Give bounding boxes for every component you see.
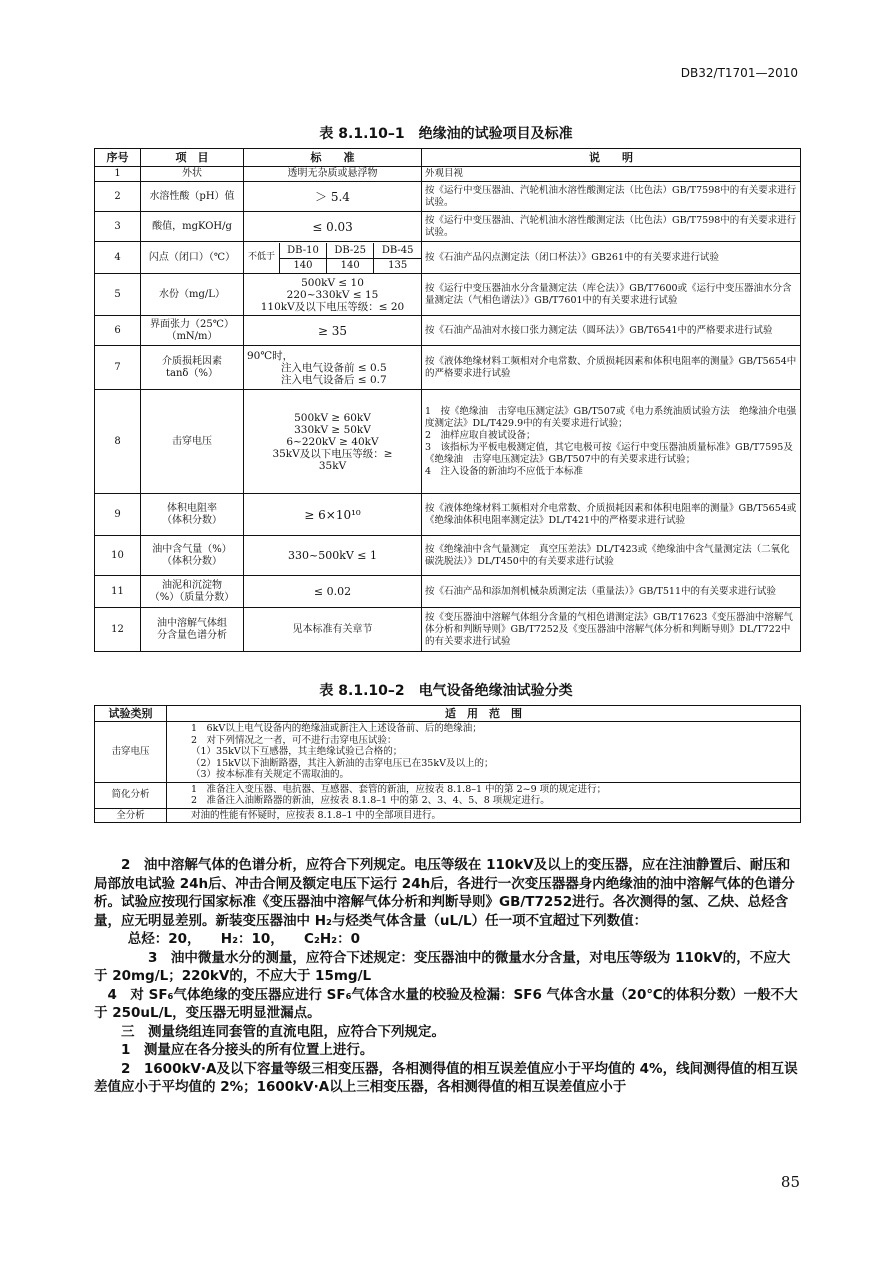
- table-row: [95, 722, 801, 783]
- scope-line: 2 准备注入油断路器的新油，应按表 8.1.8–1 中的第 2、3、4、5、8 项规定进行。: [191, 795, 550, 806]
- row-item: 酸值，mgKOH/g: [141, 212, 244, 242]
- row-no: 10: [95, 536, 141, 576]
- std-prefix: 不低于: [244, 243, 279, 273]
- note-line: 3 该指标为平板电极测定值，其它电极可按《运行中变压器油质量标准》GB/T7595及《绝缘油 击穿电压测定法》GB/T507中的有关要求进行试验；: [425, 441, 793, 465]
- note-line: 4 注入设备的新油均不应低于本标准: [425, 465, 584, 477]
- row-item: 水溶性酸（pH）值: [141, 182, 244, 212]
- row-note: 按《变压器油中溶解气体组分含量的气相色谱测定法》GB/T17623《变压器油中溶解气体分析和判断导则》GB/T7252及《变压器油中溶解气体分析和判断导则》DL/T722中的有关要求进行试验: [422, 608, 801, 652]
- row-standard: ＞ 5.4: [244, 182, 422, 212]
- row-note: 按《液体绝缘材料工频相对介电常数、介质损耗因素和体积电阻率的测量》GB/T5654或《绝缘油体积电阻率测定法》DL/T421中的严格要求进行试验: [422, 494, 801, 536]
- flash-point-subtable: [244, 243, 421, 273]
- test-category-table: [94, 705, 801, 823]
- row-note: 按《石油产品和添加剂机械杂质测定法（重量法）》GB/T511中的有关要求进行试验: [422, 576, 801, 608]
- scope-line: 1 6kV以上电气设备内的绝缘油或新注入上述设备前、后的绝缘油；: [191, 723, 482, 734]
- row-note: 按《绝缘油中含气量测定 真空压差法》DL/T423或《绝缘油中含气量测定法（二氧化碳洗脱法）》DL/T450中的有关要求进行试验: [422, 536, 801, 576]
- scope-line: 1 准备注入变压器、电抗器、互感器、套管的新油，应按表 8.1.8–1 中的第 2~9 项的规定进行；: [191, 783, 607, 795]
- item-line: 油泥和沉淀物: [162, 579, 222, 591]
- row-note: 按《石油产品闪点测定法（闭口杯法）》GB261中的有关要求进行试验: [422, 242, 801, 274]
- row-item: 闪点（闭口）（℃）: [141, 242, 244, 274]
- paragraph: 三 测量绕组连同套管的直流电阻，应符合下列规定。: [121, 1023, 445, 1040]
- test-items-table: [94, 148, 801, 652]
- std-line: 注入电气设备后 ≤ 0.7: [281, 373, 387, 386]
- row-item: 水份（mg/L）: [141, 274, 244, 316]
- doc-code-header: DB32/T1701—2010: [680, 66, 798, 80]
- body-text: [94, 856, 802, 1097]
- row-category: 全分析: [95, 808, 167, 823]
- table-row: [95, 182, 801, 212]
- table-row: [95, 346, 801, 390]
- table2-caption: 表 8.1.10–2 电气设备绝缘油试验分类: [319, 683, 573, 699]
- row-note: 外观目视: [422, 167, 801, 182]
- table-row: [95, 536, 801, 576]
- row-note: 按《运行中变压器油、汽轮机油水溶性酸测定法（比色法）GB/T7598中的有关要求进行试验。: [422, 212, 801, 242]
- row-no: 4: [95, 242, 141, 274]
- scope-line: （1）35kV以下互感器，其主绝缘试验已合格的；: [191, 746, 403, 757]
- std-line: 500kV ≤ 10: [301, 276, 364, 289]
- row-no: 7: [95, 346, 141, 390]
- item-line: 分含量色谱分析: [157, 629, 227, 641]
- col-header-scope: 适 用 范 围: [167, 706, 801, 722]
- note-line: 1 按《绝缘油 击穿电压测定法》GB/T507或《电力系统油质试验方法 绝缘油介电强度测定法》DL/T429.9中的有关要求进行试验；: [425, 405, 797, 429]
- row-note: 按《运行中变压器油水分含量测定法（库仑法）》GB/T7600或《运行中变压器油水分含量测定法（气相色谱法）》GB/T7601中的有关要求进行试验: [422, 274, 801, 316]
- table-row: [95, 494, 801, 536]
- table1-caption: 表 8.1.10–1 绝缘油的试验项目及标准: [319, 126, 573, 142]
- paragraph: 总烃：20， H₂：10， C₂H₂：0: [127, 931, 360, 947]
- scope-line: 2 对下列情况之一者，可不进行击穿电压试验：: [191, 734, 397, 746]
- item-line: （mN/m）: [166, 330, 218, 342]
- row-no: 5: [95, 274, 141, 316]
- row-no: 3: [95, 212, 141, 242]
- row-no: 2: [95, 182, 141, 212]
- std-line: 500kV ≥ 60kV: [294, 411, 371, 424]
- row-category: 简化分析: [95, 782, 167, 808]
- table-row: [95, 576, 801, 608]
- std-line: 330kV ≥ 50kV: [294, 423, 371, 436]
- scope-line: （2）15kV以下油断路器，其注入新油的击穿电压已在35kV及以上的；: [191, 757, 494, 769]
- grade-value: 135: [374, 259, 421, 273]
- table-row: [95, 390, 801, 494]
- row-item: 击穿电压: [141, 390, 244, 494]
- row-item: 外状: [141, 167, 244, 182]
- row-no: 1: [95, 167, 141, 182]
- item-line: 体积电阻率: [167, 502, 217, 514]
- page-number: 85: [780, 1173, 800, 1191]
- grade-label: DB-25: [327, 243, 374, 259]
- grade-value: 140: [327, 259, 374, 273]
- std-line: 6~220kV ≥ 40kV: [286, 435, 379, 448]
- item-line: （体积分数）: [162, 555, 222, 567]
- grade-label: DB-10: [279, 243, 326, 259]
- std-line: 注入电气设备前 ≤ 0.5: [281, 361, 387, 374]
- paragraph: 1 测量应在各分接头的所有位置上进行。: [121, 1042, 374, 1058]
- item-line: 油中溶解气体组: [157, 617, 227, 629]
- table-row: [95, 808, 801, 823]
- row-standard: 见本标准有关章节: [244, 608, 422, 652]
- row-no: 6: [95, 316, 141, 346]
- row-no: 12: [95, 608, 141, 652]
- item-line: 介质损耗因素: [162, 355, 222, 367]
- std-line: 90℃时，: [247, 349, 294, 362]
- row-note: 按《运行中变压器油、汽轮机油水溶性酸测定法（比色法）GB/T7598中的有关要求进行试验。: [422, 182, 801, 212]
- row-standard: 透明无杂质或悬浮物: [244, 167, 422, 182]
- row-category: 击穿电压: [95, 722, 167, 783]
- item-line: （%）（质量分数）: [149, 591, 235, 603]
- col-header-note: 说 明: [422, 149, 801, 167]
- row-note: 按《液体绝缘材料工频相对介电常数、介质损耗因素和体积电阻率的测量》GB/T5654中的严格要求进行试验: [422, 346, 801, 390]
- row-standard: ≥ 6×10¹⁰: [244, 494, 422, 536]
- item-line: 油中含气量（%）: [152, 543, 232, 555]
- paragraph: 3 油中微量水分的测量，应符合下述规定：变压器油中的微量水分含量，对电压等级为 110kV的，不应大于 20mg/L；220kV的，不应大于 15mg/L: [94, 949, 791, 984]
- std-line: 35kV及以下电压等级：≥: [272, 447, 393, 460]
- table-row: [95, 167, 801, 182]
- table-row: [95, 212, 801, 242]
- note-line: 2 油样应取自被试设备；: [425, 429, 536, 441]
- grade-value: 140: [279, 259, 326, 273]
- item-line: tanδ（%）: [166, 367, 218, 379]
- row-standard: ≥ 35: [244, 316, 422, 346]
- grade-label: DB-45: [374, 243, 421, 259]
- table-row: [95, 608, 801, 652]
- std-line: 35kV: [318, 459, 347, 472]
- table-row: [95, 274, 801, 316]
- item-line: （体积分数）: [162, 514, 222, 526]
- paragraph: 2 1600kV·A及以下容量等级三相变压器，各相测得值的相互误差值应小于平均值的 4%，线间测得值的相互误差值应小于平均值的 2%；1600kV·A以上三相变压器，各相测得值的相互误差值应小于: [94, 1060, 798, 1095]
- item-line: 界面张力（25℃）: [150, 318, 234, 330]
- std-line: 220~330kV ≤ 15: [286, 288, 379, 301]
- row-no: 11: [95, 576, 141, 608]
- col-header-item: 项 目: [141, 149, 244, 167]
- col-header-no: 序号: [95, 149, 141, 167]
- row-standard: ≤ 0.03: [244, 212, 422, 242]
- table-row: [95, 242, 801, 274]
- paragraph: 4 对 SF₆气体绝缘的变压器应进行 SF₆气体含水量的校验及检漏：SF6 气体含水量（20℃的体积分数）一般不大于 250uL/L，变压器无明显泄漏点。: [94, 986, 798, 1021]
- paragraph: 2 油中溶解气体的色谱分析，应符合下列规定。电压等级在 110kV及以上的变压器，应在注油静置后、耐压和局部放电试验 24h后、冲击合闸及额定电压下运行 24h后，各进行一次变压器器身内绝缘油的油中溶解气体的色谱分析。试验应按现行国家标准《变压器油中溶解气体分析和判断导则》GB/T7252进行。各次测得的氢、乙炔、总烃含量，应无明显差别。新装变压器油中 H₂与烃类气体含量（uL/L）任一项不宜超过下列数值：: [94, 857, 795, 929]
- row-standard: 330~500kV ≤ 1: [244, 536, 422, 576]
- row-note: 按《石油产品油对水接口张力测定法（圆环法）》GB/T6541中的严格要求进行试验: [422, 316, 801, 346]
- col-header-category: 试验类别: [95, 706, 167, 722]
- std-line: 110kV及以下电压等级：≤ 20: [260, 300, 405, 313]
- scope-line: （3）按本标准有关规定不需取油的。: [191, 769, 350, 780]
- col-header-standard: 标 准: [244, 149, 422, 167]
- scope-line: 对油的性能有怀疑时，应按表 8.1.8–1 中的全部项目进行。: [191, 809, 442, 821]
- row-no: 8: [95, 390, 141, 494]
- table-row: [95, 782, 801, 808]
- row-no: 9: [95, 494, 141, 536]
- row-standard: ≤ 0.02: [244, 576, 422, 608]
- table-row: [95, 316, 801, 346]
